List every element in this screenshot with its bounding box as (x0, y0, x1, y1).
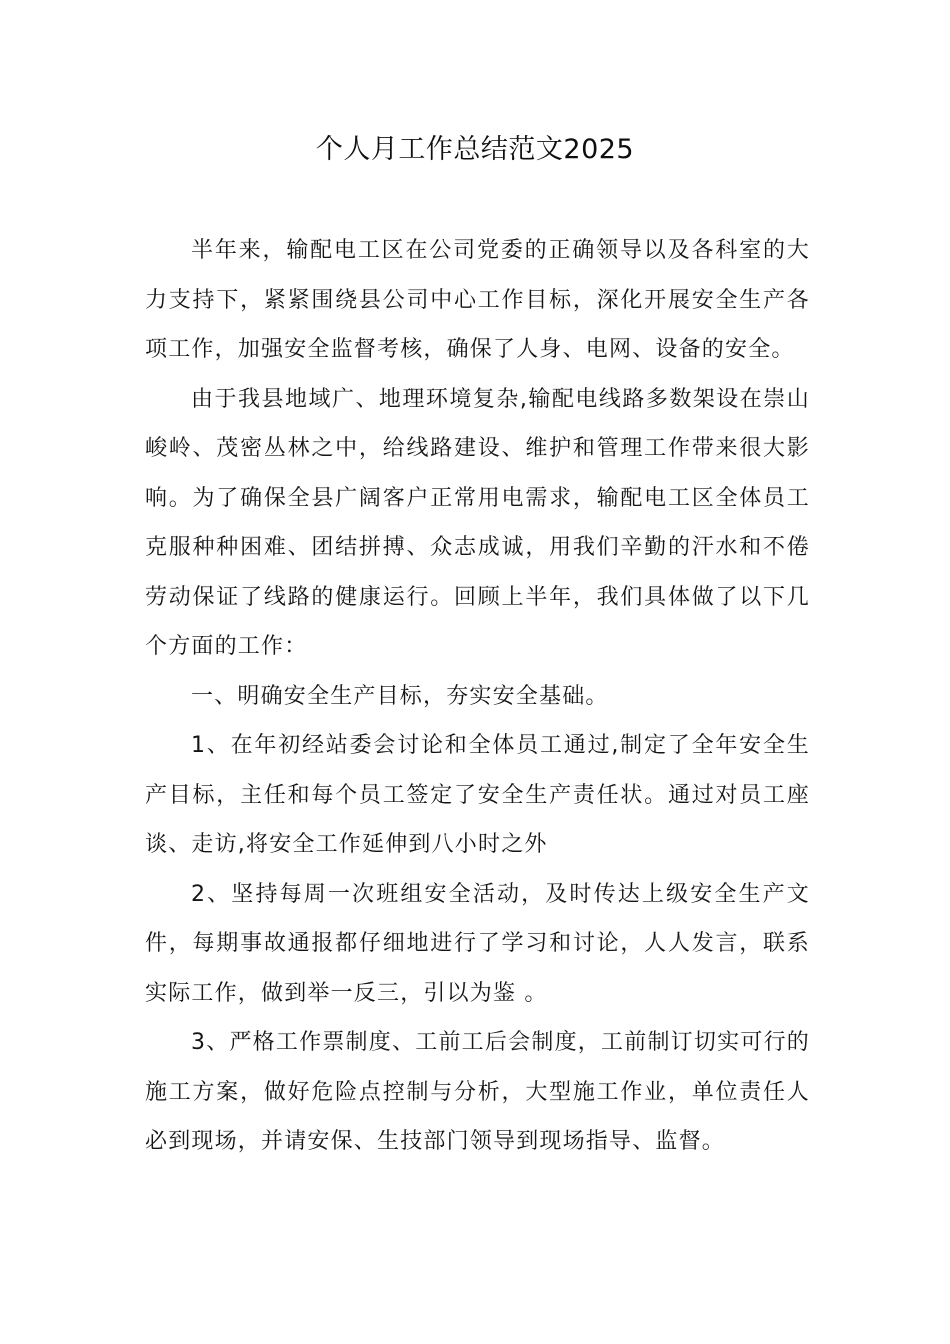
list-item-1: 1、在年初经站委会讨论和全体员工通过,制定了全年安全生产目标，主任和每个员工签定了安全生产责任状。通过对员工座谈、走访,将安全工作延伸到八小时之外 (145, 733, 810, 857)
paragraph-background: 由于我县地域广、地理环境复杂,输配电线路多数架设在崇山峻岭、茂密丛林之中，给线路建设、维护和管理工作带来很大影响。为了确保全县广阔客户正常用电需求，输配电工区全体员工克服种种困难、团结拼搏、众志成诚，用我们辛勤的汗水和不倦劳动保证了线路的健康运行。回顾上半年，我们具体做了以下几个方面的工作： (145, 386, 810, 659)
document-title: 个人月工作总结范文2025 (315, 134, 635, 165)
list-item-3: 3、严格工作票制度、工前工后会制度，工前制订切实可行的施工方案，做好危险点控制与分析，大型施工作业，单位责任人必到现场，并请安保、生技部门领导到现场指导、监督。 (145, 1030, 810, 1154)
paragraph-intro: 半年来，输配电工区在公司党委的正确领导以及各科室的大力支持下，紧紧围绕县公司中心工作目标，深化开展安全生产各项工作，加强安全监督考核，确保了人身、电网、设备的安全。 (145, 238, 810, 362)
list-item-2: 2、坚持每周一次班组安全活动，及时传达上级安全生产文件，每期事故通报都仔细地进行了学习和讨论，人人发言，联系实际工作，做到举一反三，引以为鉴 。 (145, 881, 810, 1006)
document-body (145, 226, 810, 1167)
section-heading-1: 一、明确安全生产目标，夯实安全基础。 (191, 683, 609, 709)
